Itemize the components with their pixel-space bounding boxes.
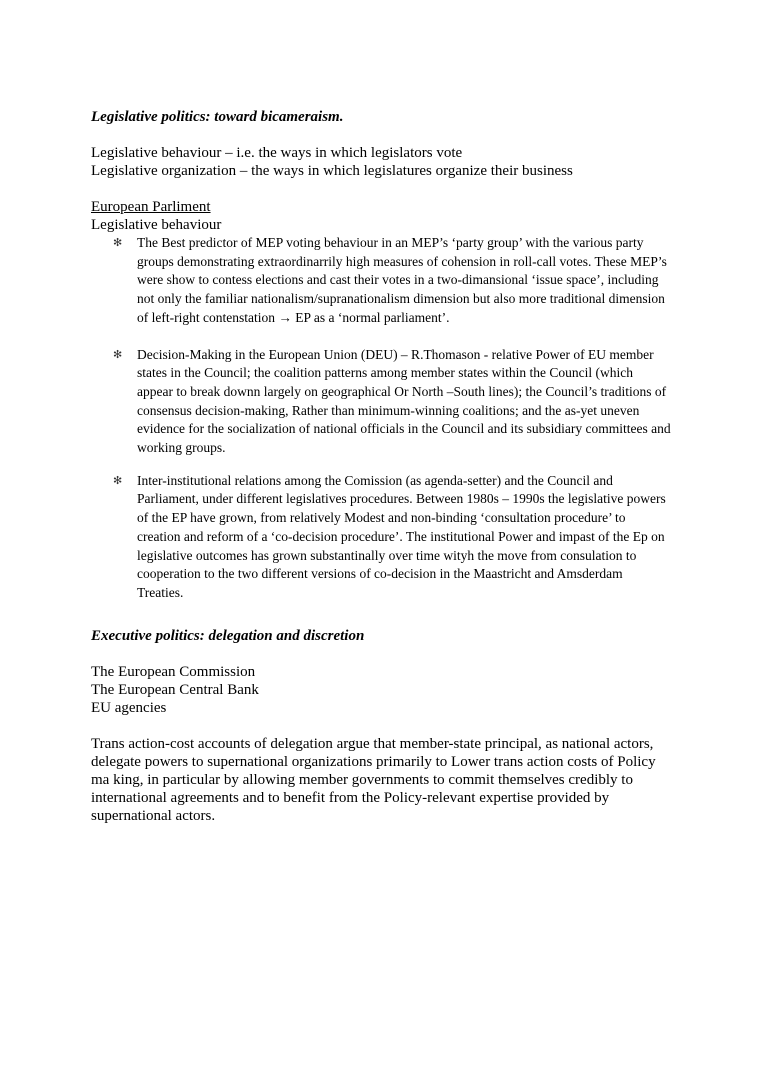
spacer: [91, 645, 671, 663]
item-european-central-bank: The European Central Bank: [91, 681, 259, 698]
definition-legislative-organization: Legislative organization – the ways in which legislatures organize their business: [91, 163, 573, 179]
spacer: [91, 126, 671, 144]
list-item: [91, 472, 671, 603]
spacer: [91, 180, 671, 198]
asterisk-bullet-icon: ✻: [113, 237, 123, 249]
bullet-text: Inter-institutional relations among the Comission (as agenda-setter) and the Council and Parliament, under different legislatives procedures. Between 1980s – 1990s the legislative powers of the EP have grown, from relatively Modest and non-binding ‘consultation procedure’ to creation and reform of a ‘co-decision procedure’. The institutional Power and impast of the Ep on legislative outcomes has grown substantinally over time wityh the move from consulation to cooperation to the two different versions of co-decision in the Maastricht and Amsderdam Treaties.: [137, 472, 666, 600]
spacer: [91, 717, 671, 735]
spacer: [91, 603, 671, 627]
subheading-legislative-behaviour: Legislative behaviour: [91, 217, 222, 233]
item-european-commission: The European Commission: [91, 663, 256, 680]
definition-legislative-behaviour: Legislative behaviour – i.e. the ways in which legislators vote: [91, 145, 463, 161]
delegation-paragraph: Trans action-cost accounts of delegation argue that member-state principal, as national actors, delegate powers to supernational organizations primarily to Lower trans action costs of Policy ma king, in particular by allowing member governments to commit themselves credibly to international agreements and to benefit from the Policy-relevant expertise provided by supernational actors.: [91, 735, 656, 824]
asterisk-bullet-icon: ✻: [113, 474, 123, 487]
bullet-text: Decision-Making in the European Union (DEU) – R.Thomason - relative Power of EU member states in the Council; the coalition patterns among member states within the Council (which appear to break downn largely on geographical Or North –South lines); the Council’s traditions of consensus decision-making, Rather than minimum-winning coalitions; and the as-yet uneven evidence for the socialization of national officials in the Council and its subsidiary committees and working groups.: [137, 346, 671, 456]
section-heading-legislative-politics: Legislative politics: toward bicameraism.: [91, 109, 344, 125]
bullet-list: [91, 234, 671, 603]
section-heading-executive-politics: Executive politics: delegation and discretion: [91, 627, 365, 644]
bullet-text: The Best predictor of MEP voting behaviour in an MEP’s ‘party group’ with the various party groups demonstrating extraordinarrily high measures of cohension in roll-call votes. These MEP’s were show to contess elections and cast their votes in a two-dimansional ‘issue space’, including not only the familiar nationalism/supranationalism dimension but also more traditional dimension of left-right contenstation → EP as a ‘normal parliament’.: [137, 235, 667, 325]
document-page: [91, 108, 671, 825]
subheading-european-parliament: European Parliment: [91, 199, 211, 215]
asterisk-bullet-icon: ✻: [113, 348, 123, 361]
item-eu-agencies: EU agencies: [91, 699, 167, 716]
list-item: [91, 234, 671, 328]
list-item: [91, 346, 671, 458]
